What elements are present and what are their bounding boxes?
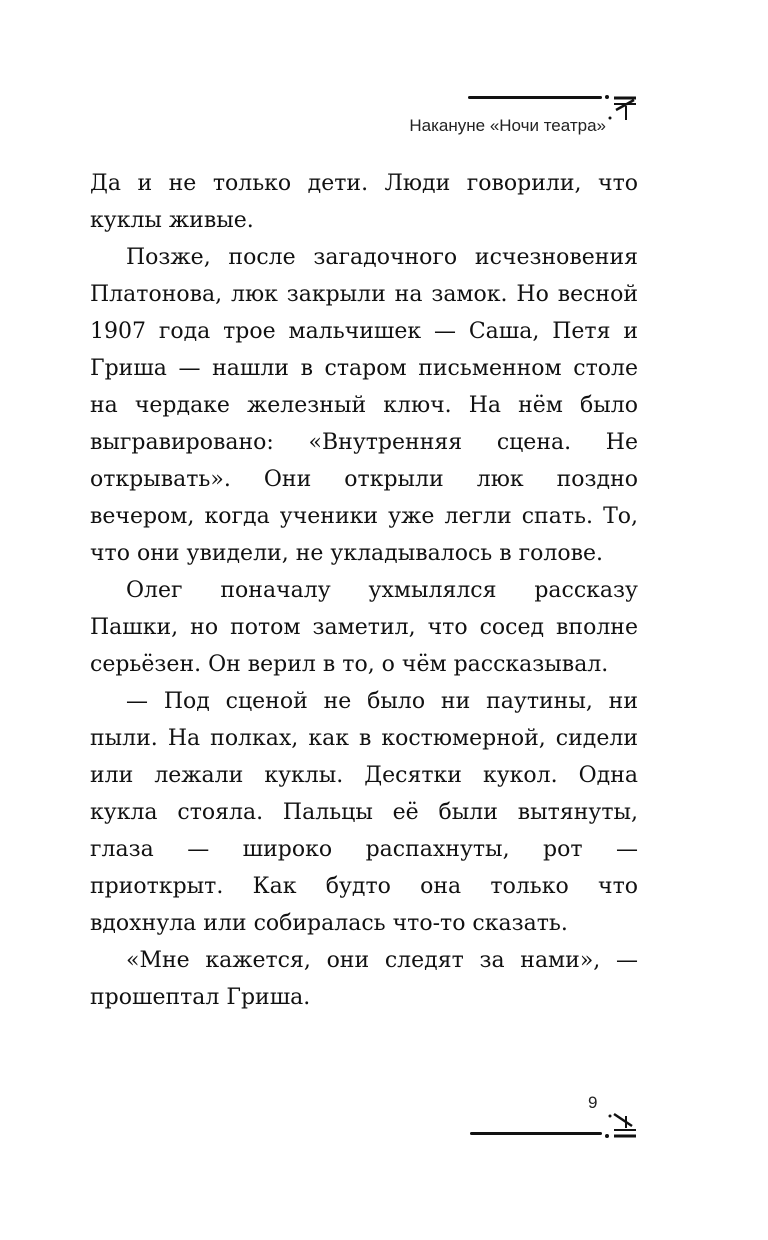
- paragraph: Олег поначалу ухмылялся рассказу Пашки, но потом заметил, что сосед вполне серьёзен. Он верил в то, о чём рассказывал.: [90, 578, 638, 677]
- paragraph: Позже, после загадочного исчезновения Платонова, люк закрыли на замок. Но весной 1907 года трое мальчишек — Саша, Петя и Гриша — нашли в старом письменном столе на чердаке железный ключ. На нём было выгравировано: «Внутренняя сцена. Не открывать». Они открыли люк поздно вечером, когда ученики уже легли спать. То, что они увидели, не укладывалось в голове.: [90, 245, 638, 566]
- header-rule: [468, 96, 602, 99]
- paragraph: «Мне кажется, они следят за нами», — прошептал Гриша.: [90, 948, 638, 1010]
- page-text: [90, 165, 638, 1016]
- paragraph: — Под сценой не было ни паутины, ни пыли. На полках, как в костюмерной, сидели или лежали куклы. Десятки кукол. Одна кукла стояла. Пальцы её были вытянуты, глаза — широко распахнуты, рот — приоткрыт. Как будто она только что вдохнула или собиралась что-то сказать.: [90, 689, 638, 936]
- header-ornament-icon: [604, 94, 640, 124]
- footer-ornament-icon: [604, 1110, 640, 1140]
- page-number: 9: [588, 1093, 598, 1112]
- paragraph: Да и не только дети. Люди говорили, что куклы живые.: [90, 171, 638, 233]
- footer-rule: [470, 1132, 602, 1135]
- running-head: Накануне «Ночи театра»: [409, 116, 606, 135]
